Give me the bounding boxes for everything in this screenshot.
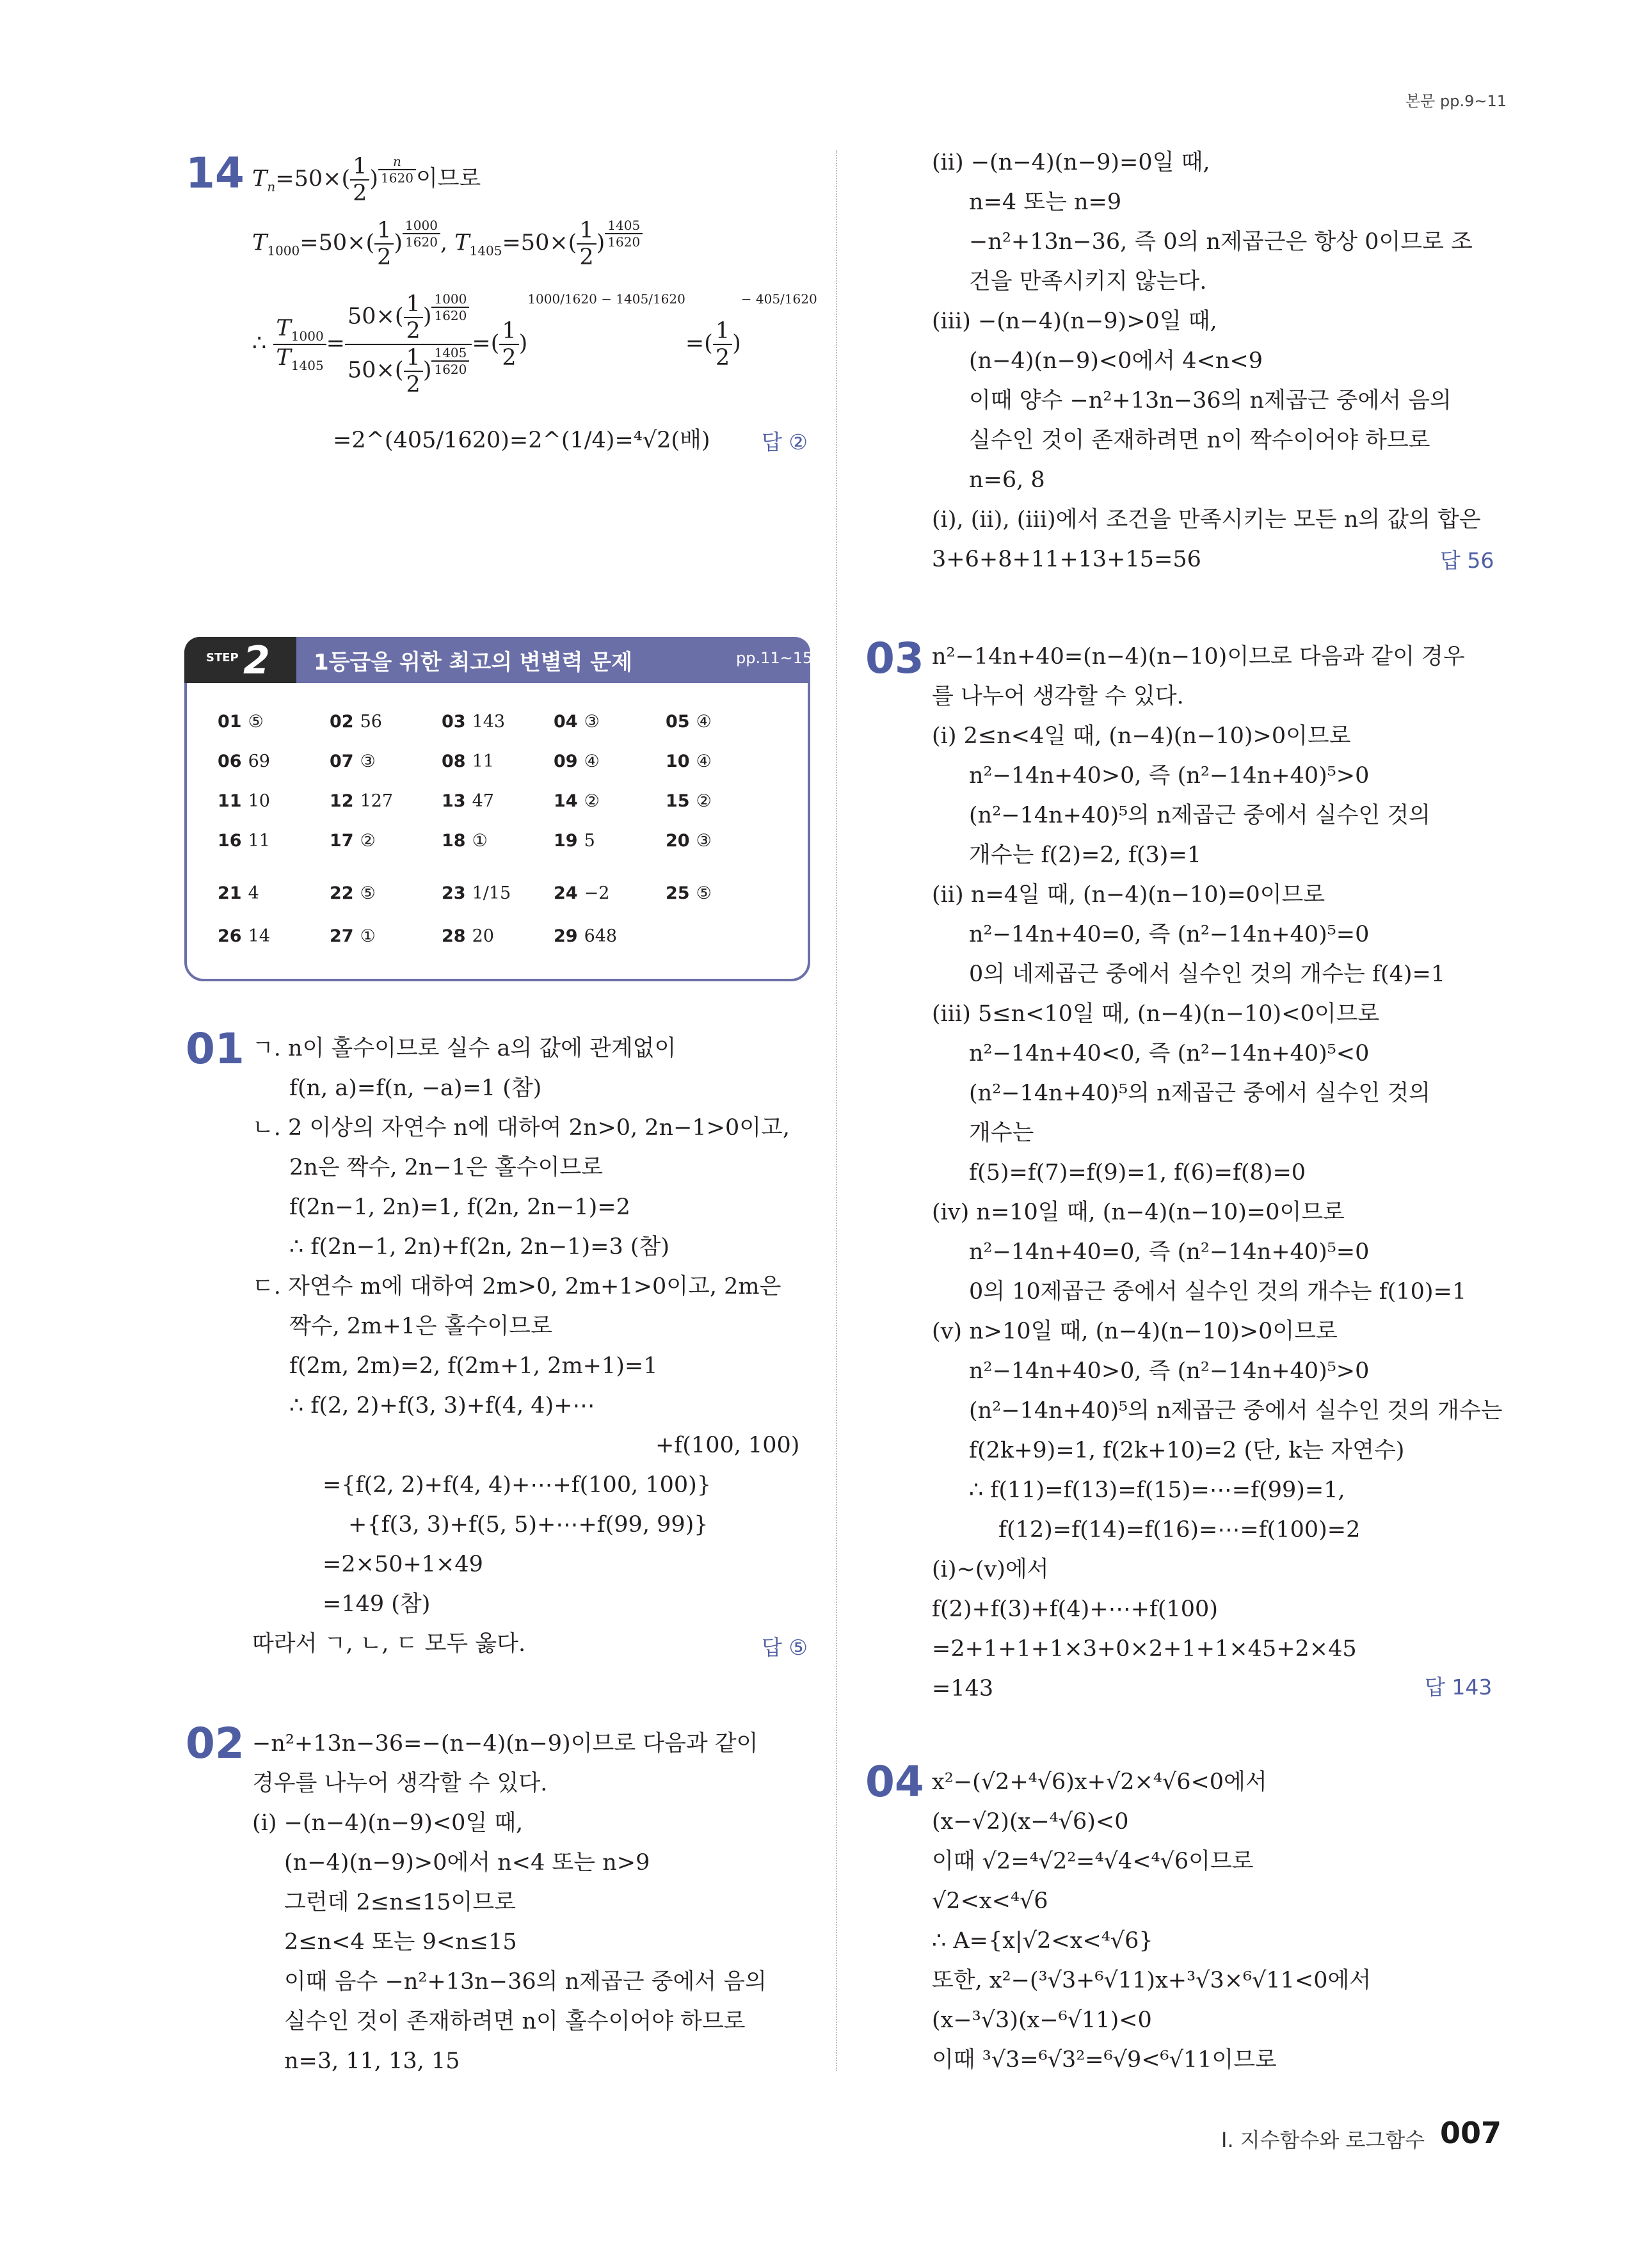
q02-line: (ⅰ) −(n−4)(n−9)<0일 때, [252,1810,524,1836]
q01-line: =2×50+1×49 [323,1552,483,1577]
q02-line: n=6, 8 [969,467,1045,493]
answer-cell: 16 11 [218,831,270,851]
q03-line: (ⅳ) n=10일 때, (n−4)(n−10)=0이므로 [932,1200,1345,1225]
q04-line: ∴ A={x|√2<x<⁴√6} [932,1928,1153,1954]
answer-cell: 09 ④ [554,752,600,771]
step2-answer-box [184,637,813,981]
q02-line: (ⅰ), (ⅱ), (ⅲ)에서 조건을 만족시키는 모든 n의 값의 합은 [932,507,1481,533]
q03-line: (n²−14n+40)⁵의 n제곱근 중에서 실수인 것의 개수는 [969,1398,1503,1424]
q03-answer: 답 143 [1425,1675,1493,1700]
q03-line: f(12)=f(14)=f(16)=⋯=f(100)=2 [998,1517,1361,1543]
q01-line: ㄴ. 2 이상의 자연수 n에 대하여 2n>0, 2n−1>0이고, [252,1115,790,1141]
q02-line: 경우를 나누어 생각할 수 있다. [252,1771,548,1796]
answer-cell: 21 4 [218,883,259,903]
answer-cell: 24 −2 [554,883,610,903]
answer-cell: 17 ② [330,831,376,851]
q01-line: ∴ f(2n−1, 2n)+f(2n, 2n−1)=3 (참) [289,1234,670,1260]
q04-line: √2<x<⁴√6 [932,1888,1048,1914]
q03-line: 를 나누어 생각할 수 있다. [932,684,1184,709]
q03-line: n²−14n+40=0, 즉 (n²−14n+40)⁵=0 [969,922,1370,947]
q01-line: f(2m, 2m)=2, f(2m+1, 2m+1)=1 [289,1353,658,1379]
q03-line: 개수는 [969,1120,1034,1146]
q03-line: (ⅰ) 2≤n<4일 때, (n−4)(n−10)>0이므로 [932,723,1351,749]
q04-line: (x−³√3)(x−⁶√11)<0 [932,2007,1152,2033]
q02-line: 이때 양수 −n²+13n−36의 n제곱근 중에서 음의 [969,388,1452,414]
answer-cell: 25 ⑤ [666,883,712,903]
q01-line: ={f(2, 2)+f(4, 4)+⋯+f(100, 100)} [323,1472,712,1498]
q02-line: (ⅲ) −(n−4)(n−9)>0일 때, [932,309,1217,334]
q03-line: (n²−14n+40)⁵의 n제곱근 중에서 실수인 것의 [969,1081,1430,1106]
answer-cell: 15 ② [666,791,712,811]
answer-cell: 29 648 [554,926,618,946]
q01-line: 2n은 짝수, 2n−1은 홀수이므로 [289,1155,604,1180]
column-divider [836,150,837,2071]
q04-line: (x−√2)(x−⁴√6)<0 [932,1809,1129,1835]
question-number-03: 03 [865,634,924,683]
q03-line: =143 [932,1676,994,1701]
q03-line: f(5)=f(7)=f(9)=1, f(6)=f(8)=0 [969,1160,1306,1186]
answer-cell: 12 127 [330,791,394,811]
q01-line: =149 (참) [323,1591,431,1617]
q03-line: 0의 10제곱근 중에서 실수인 것의 개수는 f(10)=1 [969,1279,1467,1305]
q01-line: 따라서 ㄱ, ㄴ, ㄷ 모두 옳다. [252,1631,526,1657]
q02-line: 이때 음수 −n²+13n−36의 n제곱근 중에서 음의 [284,1969,767,1995]
q01-line: f(n, a)=f(n, −a)=1 (참) [289,1075,542,1101]
step2-label: STEP 2 [184,637,296,683]
answer-cell: 19 5 [554,831,595,851]
q02-line: 3+6+8+11+13+15=56 [932,547,1201,572]
chapter-title: I. 지수함수와 로그함수 [1221,2128,1425,2152]
answer-cell: 26 14 [218,926,270,946]
page-number: 007 [1440,2116,1502,2150]
answer-cell: 18 ① [442,831,488,851]
q14-line-4: =2^(405/1620)=2^(1/4)=⁴√2(배) [333,428,710,453]
answer-cell: 22 ⑤ [330,883,376,903]
q03-line: (ⅱ) n=4일 때, (n−4)(n−10)=0이므로 [932,882,1325,908]
q03-line: n²−14n+40<0, 즉 (n²−14n+40)⁵<0 [969,1041,1370,1066]
q14-line-1: $T_n=50\times$( $\frac{1}{2}$ ) $\frac{n}{1620}$ 이므로 [252,154,481,206]
q02-answer: 답 56 [1440,548,1494,573]
q14-answer: 답 ② [762,430,808,454]
q03-line: n²−14n+40>0, 즉 (n²−14n+40)⁵>0 [969,1358,1370,1384]
q02-line: 건을 만족시키지 않는다. [969,269,1207,294]
q03-line: f(2k+9)=1, f(2k+10)=2 (단, k는 자연수) [969,1438,1405,1463]
q14-line-2: $T_{1000}=50\times$( $\frac{1}{2}$ ) $\frac{1000}{1620}$ , $T_{1405}=50\times$( $\frac{1}{2}$ ) $\frac{1405}{1620}$ [252,218,643,270]
answer-cell: 13 47 [442,791,494,811]
q01-line: 짝수, 2m+1은 홀수이므로 [289,1314,552,1339]
answer-cell: 20 ③ [666,831,712,851]
q03-line: f(2)+f(3)+f(4)+⋯+f(100) [932,1596,1218,1622]
q01-line: ㄷ. 자연수 m에 대하여 2m>0, 2m+1>0이고, 2m은 [252,1274,781,1299]
q01-answer: 답 ⑤ [762,1635,808,1660]
q03-line: (ⅲ) 5≤n<10일 때, (n−4)(n−10)<0이므로 [932,1001,1380,1027]
answer-cell: 04 ③ [554,712,600,732]
step2-title: 1등급을 위한 최고의 변별력 문제 [314,650,632,675]
q03-line: (ⅰ)~(ⅴ)에서 [932,1557,1049,1582]
q03-line: n²−14n+40=(n−4)(n−10)이므로 다음과 같이 경우 [932,644,1465,670]
q03-line: (n²−14n+40)⁵의 n제곱근 중에서 실수인 것의 [969,803,1430,828]
q03-line: =2+1+1+1×3+0×2+1+1×45+2×45 [932,1636,1357,1662]
answer-cell: 10 ④ [666,752,712,771]
q03-line: n²−14n+40=0, 즉 (n²−14n+40)⁵=0 [969,1239,1370,1265]
answer-cell: 08 11 [442,752,494,771]
q04-line: x²−(√2+⁴√6)x+√2×⁴√6<0에서 [932,1769,1267,1795]
q03-line: ∴ f(11)=f(13)=f(15)=⋯=f(99)=1, [969,1477,1345,1503]
page-range: 본문 pp.9~11 [1405,92,1507,110]
q14-line-3: ∴ $\frac{T_{1000}}{T_{1405}}$ = 50×( $\frac{1}{2}$ ) $\frac{1000}{1620}$ 50×( $\frac{1}{2}$ ) $\frac{1405}{1620}$ =( $\frac{1}{2}$ )$^{1000/1620 - 1405/1620}$=( $\frac{1}{2}$ )$^{- 405/1620}$ [252,291,817,398]
answer-cell: 03 143 [442,712,506,732]
answer-cell: 28 20 [442,926,494,946]
answer-cell: 11 10 [218,791,270,811]
answer-cell: 07 ③ [330,752,376,771]
question-number-04: 04 [865,1757,924,1806]
step2-pages: pp.11~15 [736,649,813,667]
q01-line: ㄱ. n이 홀수이므로 실수 a의 값에 관계없이 [252,1036,676,1061]
q02-line: (ⅱ) −(n−4)(n−9)=0일 때, [932,150,1210,175]
q01-line: +{f(3, 3)+f(5, 5)+⋯+f(99, 99)} [348,1512,708,1538]
question-number-01: 01 [186,1024,244,1074]
question-number-14: 14 [186,149,244,198]
q01-line: ∴ f(2, 2)+f(3, 3)+f(4, 4)+⋯ [289,1393,595,1419]
answer-cell: 01 ⑤ [218,712,264,732]
answer-cell: 02 56 [330,712,382,732]
q02-line: (n−4)(n−9)>0에서 n<4 또는 n>9 [284,1850,650,1876]
answer-cell: 14 ② [554,791,600,811]
q03-line: n²−14n+40>0, 즉 (n²−14n+40)⁵>0 [969,763,1370,789]
q04-line: 또한, x²−(³√3+⁶√11)x+³√3×⁶√11<0에서 [932,1968,1372,1993]
q02-line: 그런데 2≤n≤15이므로 [284,1890,516,1915]
q03-line: 개수는 f(2)=2, f(3)=1 [969,842,1202,868]
q03-line: 0의 네제곱근 중에서 실수인 것의 개수는 f(4)=1 [969,961,1446,987]
answer-cell: 06 69 [218,752,270,771]
answer-cell: 27 ① [330,926,376,946]
q03-line: (ⅴ) n>10일 때, (n−4)(n−10)>0이므로 [932,1319,1338,1344]
q02-line: n=3, 11, 13, 15 [284,2048,460,2074]
q02-line: 2≤n<4 또는 9<n≤15 [284,1929,517,1955]
q02-line: n=4 또는 n=9 [969,189,1122,215]
q04-line: 이때 ³√3=⁶√3²=⁶√9<⁶√11이므로 [932,2047,1277,2073]
q02-line: −n²+13n−36=−(n−4)(n−9)이므로 다음과 같이 [252,1731,758,1757]
question-number-02: 02 [186,1719,244,1768]
q02-line: 실수인 것이 존재하려면 n이 홀수이어야 하므로 [284,2009,746,2034]
q01-line: +f(100, 100) [655,1433,800,1458]
answer-cell: 05 ④ [666,712,712,732]
q04-line: 이때 √2=⁴√2²=⁴√4<⁴√6이므로 [932,1849,1254,1874]
q02-line: 실수인 것이 존재하려면 n이 짝수이어야 하므로 [969,428,1430,453]
q02-line: (n−4)(n−9)<0에서 4<n<9 [969,348,1263,374]
q02-line: −n²+13n−36, 즉 0의 n제곱근은 항상 0이므로 조 [969,229,1473,255]
q01-line: f(2n−1, 2n)=1, f(2n, 2n−1)=2 [289,1194,630,1220]
answer-cell: 23 1/15 [442,883,511,903]
